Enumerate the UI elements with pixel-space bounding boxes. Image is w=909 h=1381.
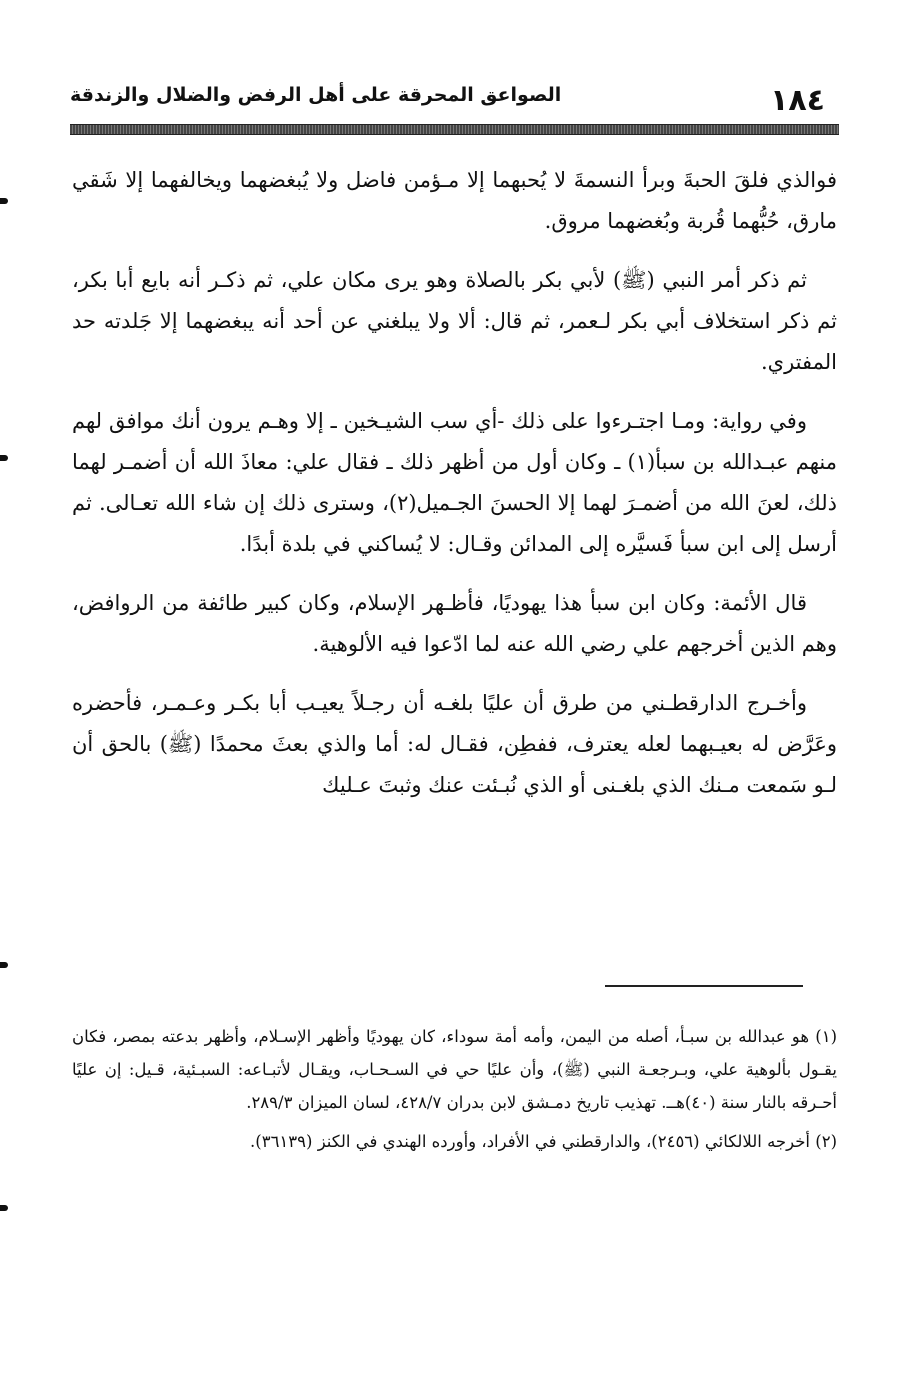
paragraph: وأخـرج الدارقطـني من طرق أن عليًا بلغـه أن رجـلاً يعيـب أبا بكـر وعـمـر، فأحضره وعَرَّض له بعيـبهما لعله يعترف، ففطِن، فقـال له: أما والذي بعثَ محمدًا (ﷺ) بالحق أن لـو سَمعت مـنك الذي بلغـنى أو الذي نُبـئت عنك وثبتَ عـليك [72, 691, 837, 797]
header-rule [70, 124, 839, 135]
page-number: ١٨٤ [770, 83, 825, 118]
paragraph: فوالذي فلقَ الحبةَ وبرأ النسمةَ لا يُحبهما إلا مـؤمن فاضل ولا يُبغضهما ويخالفهما إلا شَقي مارق، حُبُّهما قُربة وبُغضهما مروق. [72, 168, 837, 233]
running-title: الصواعق المحرقة على أهل الرفض والضلال والزندقة [70, 84, 562, 106]
page-header [70, 78, 839, 118]
footnote: (١) هو عبدالله بن سبـأ، أصله من اليمن، وأمه أمة سوداء، كان يهوديًا وأظهر الإسـلام، وأظهر بدعته بمصر، فكان يقـول بألوهية علي، وبـرجعـة النبي (ﷺ)، وأن عليًا حي في السـحـاب، ويقـال لأتبـاعه: السبـئية، قـيل: إن عليًا أحـرقه بالنار سنة (٤٠)هــ. تهذيب تاريخ دمـشق لابن بدران ٤٢٨/٧، لسان الميزان ٢٨٩/٣. [72, 1027, 837, 1112]
paragraph: ثم ذكر أمر النبي (ﷺ) لأبي بكر بالصلاة وهو يرى مكان علي، ثم ذكـر أنه بايع أبا بكر، ثم ذكر استخلاف أبي بكر لـعمر، ثم قال: ألا ولا يبلغني عن أحد أنه يبغضهما إلا جَلدته حد المفتري. [72, 268, 837, 374]
margin-mark [0, 962, 8, 968]
footnotes [72, 1020, 837, 1164]
margin-mark [0, 198, 8, 204]
margin-mark [0, 455, 8, 461]
footnote-rule [605, 985, 803, 987]
margin-mark [0, 1205, 8, 1211]
footnote: (٢) أخرجه اللالكائي (٢٤٥٦)، والدارقطني في الأفراد، وأورده الهندي في الكنز (٣٦١٣٩). [250, 1132, 837, 1151]
main-text [72, 160, 837, 824]
paragraph: قال الأئمة: وكان ابن سبأ هذا يهوديًا، فأظـهر الإسلام، وكان كبير طائفة من الروافض، وهم الذين أخرجهم علي رضي الله عنه لما ادّعوا فيه الألوهية. [72, 591, 837, 656]
paragraph: وفي رواية: ومـا اجتـرءوا على ذلك -أي سب الشيـخين ـ إلا وهـم يرون أنك موافق لهم منهم عبـدالله بن سبأ(١) ـ وكان أول من أظهر ذلك ـ فقال علي: معاذَ الله أن أضمـر لهما ذلك، لعنَ الله من أضمـرَ لهما إلا الحسنَ الجـميل(٢)، وسترى ذلك إن شاء الله تعـالى. ثم أرسل إلى ابن سبأ فَسيَّره إلى المدائن وقـال: لا يُساكني في بلدة أبدًا. [72, 409, 838, 556]
